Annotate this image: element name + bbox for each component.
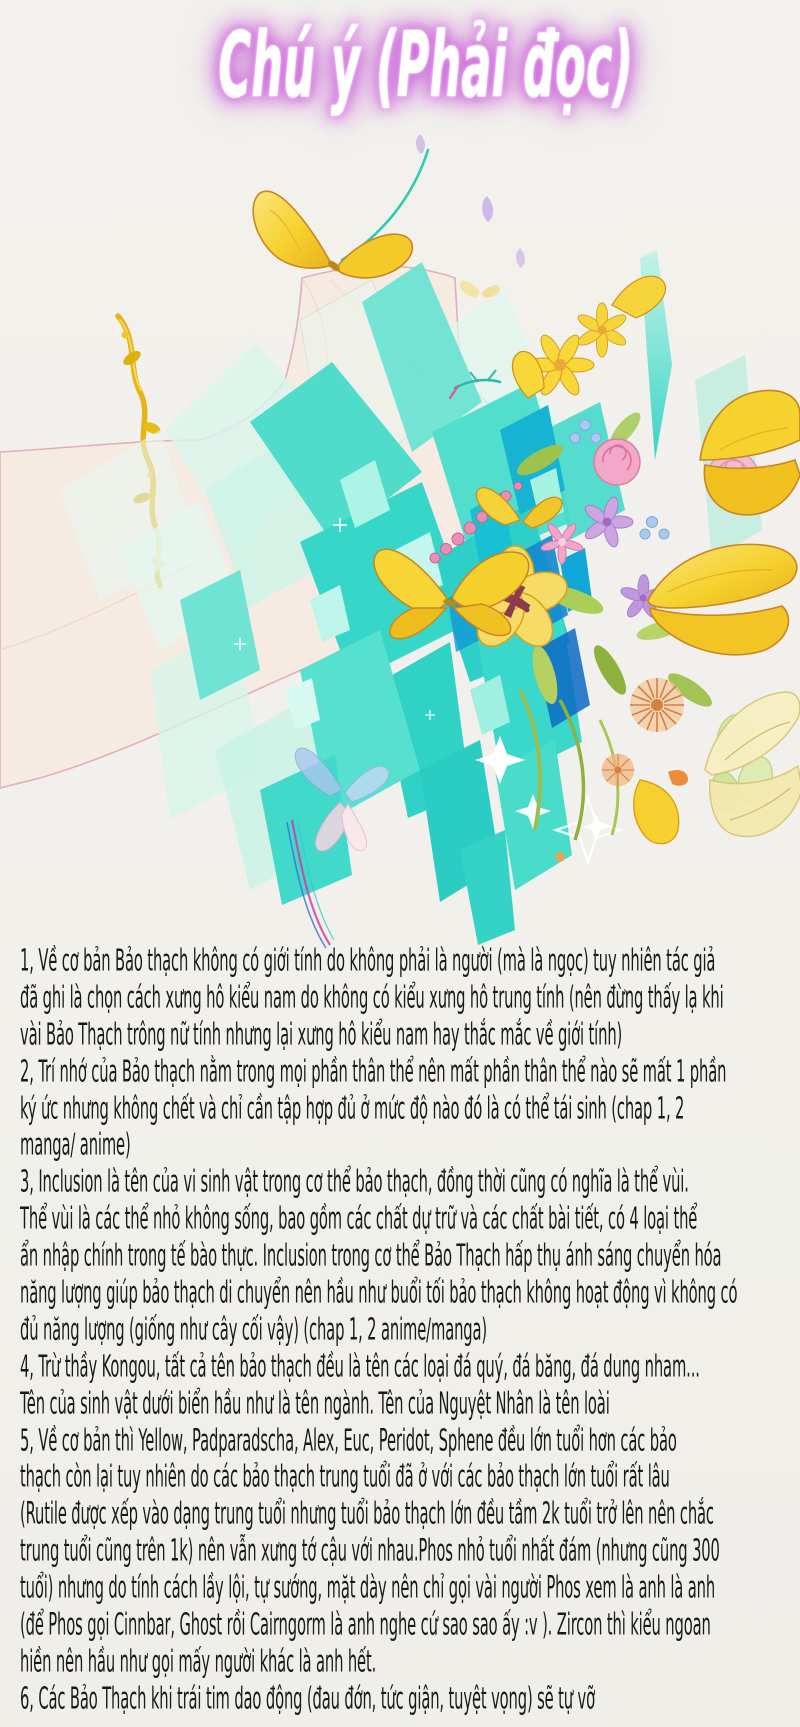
note-line: trung tuổi cũng trên 1k) nên vẫn xưng tớ cậu với nhau.Phos nhỏ tuổi nhất đám (nhưng cũng 300 bbox=[20, 1534, 720, 1569]
note-line: đã ghi là chọn cách xưng hô kiểu nam do không có kiểu xưng hô trung tính (nên đừng thấy lạ khi bbox=[20, 980, 724, 1016]
note-line: thạch còn lại tuy nhiên do các bảo thạch trung tuổi đã ở với các bảo thạch lớn tuổi rất lâu bbox=[20, 1460, 670, 1496]
note-line: manga/ anime) bbox=[20, 1128, 131, 1163]
note-line: Tên của sinh vật dưới biển hầu như là tên ngành. Tên của Nguyệt Nhân là tên loài bbox=[20, 1386, 610, 1422]
note-line: tuổi) nhưng do tính cách lầy lội, tự sướng, mặt dày nên chỉ gọi vài người Phos xem là anh là anh bbox=[20, 1571, 716, 1606]
page-title: Chú ý (Phải đọc) bbox=[218, 13, 634, 118]
note-line: 3, Inclusion là tên của vi sinh vật trong cơ thể bảo thạch, đồng thời cũng có nghĩa là thể vùi. bbox=[20, 1165, 689, 1200]
note-line: 1, Về cơ bản Bảo thạch không có giới tính do không phải là người (mà là ngọc) tuy nhiên tác giả bbox=[20, 943, 716, 979]
note-line: (để Phos gọi Cinnbar, Ghost rồi Cairngorm là anh nghe cứ sao sao ấy :v ). Zircon thì kiểu ngoan bbox=[20, 1607, 711, 1643]
note-line: 2, Trí nhớ của Bảo thạch nằm trong mọi phần thân thể nên mất phần thân thể nào sẽ mất 1 phần bbox=[20, 1054, 727, 1090]
note-line: ẩn nhập chính trong tế bào thực. Inclusion trong cơ thể Bảo Thạch hấp thụ ánh sáng chuyển hóa bbox=[20, 1239, 722, 1274]
note-line: 6, Các Bảo Thạch khi trái tim dao động (đau đớn, tức giận, tuyệt vọng) sẽ tự vỡ bbox=[20, 1681, 595, 1717]
notes-block bbox=[20, 944, 786, 1719]
note-line: vài Bảo Thạch trông nữ tính nhưng lại xưng hô kiểu nam hay thắc mắc về giới tính) bbox=[20, 1017, 623, 1053]
note-line: ký ức nhưng không chết và chỉ cần tập hợp đủ ở mức độ nào đó là có thể tái sinh (chap 1, 2 bbox=[20, 1091, 685, 1127]
note-line: 4, Trừ thầy Kongou, tất cả tên bảo thạch đều là tên các loại đá quý, đá băng, đá dung nham... bbox=[20, 1349, 700, 1385]
page-title-wrap bbox=[0, 13, 800, 118]
note-line: 5, Về cơ bản thì Yellow, Padparadscha, Alex, Euc, Peridot, Sphene đều lớn tuổi hơn các bảo bbox=[20, 1423, 677, 1459]
illustration bbox=[0, 130, 800, 950]
note-line: năng lượng giúp bảo thạch di chuyển nên hầu như buổi tối bảo thạch không hoạt động vì không có bbox=[20, 1275, 738, 1311]
note-line: hiền nên hầu như gọi mấy người khác là anh hết. bbox=[20, 1644, 377, 1680]
note-line: đủ năng lượng (giống như cây cối vậy) (chap 1, 2 anime/manga) bbox=[20, 1312, 488, 1348]
note-line: (Rutile được xếp vào dạng trung tuổi nhưng tuổi bảo thạch lớn đều tầm 2k tuổi trở lên nên chắc bbox=[20, 1497, 714, 1532]
note-line: Thể vùi là các thể nhỏ không sống, bao gồm các chất dự trữ và các chất bài tiết, có 4 loại thể bbox=[20, 1202, 698, 1237]
